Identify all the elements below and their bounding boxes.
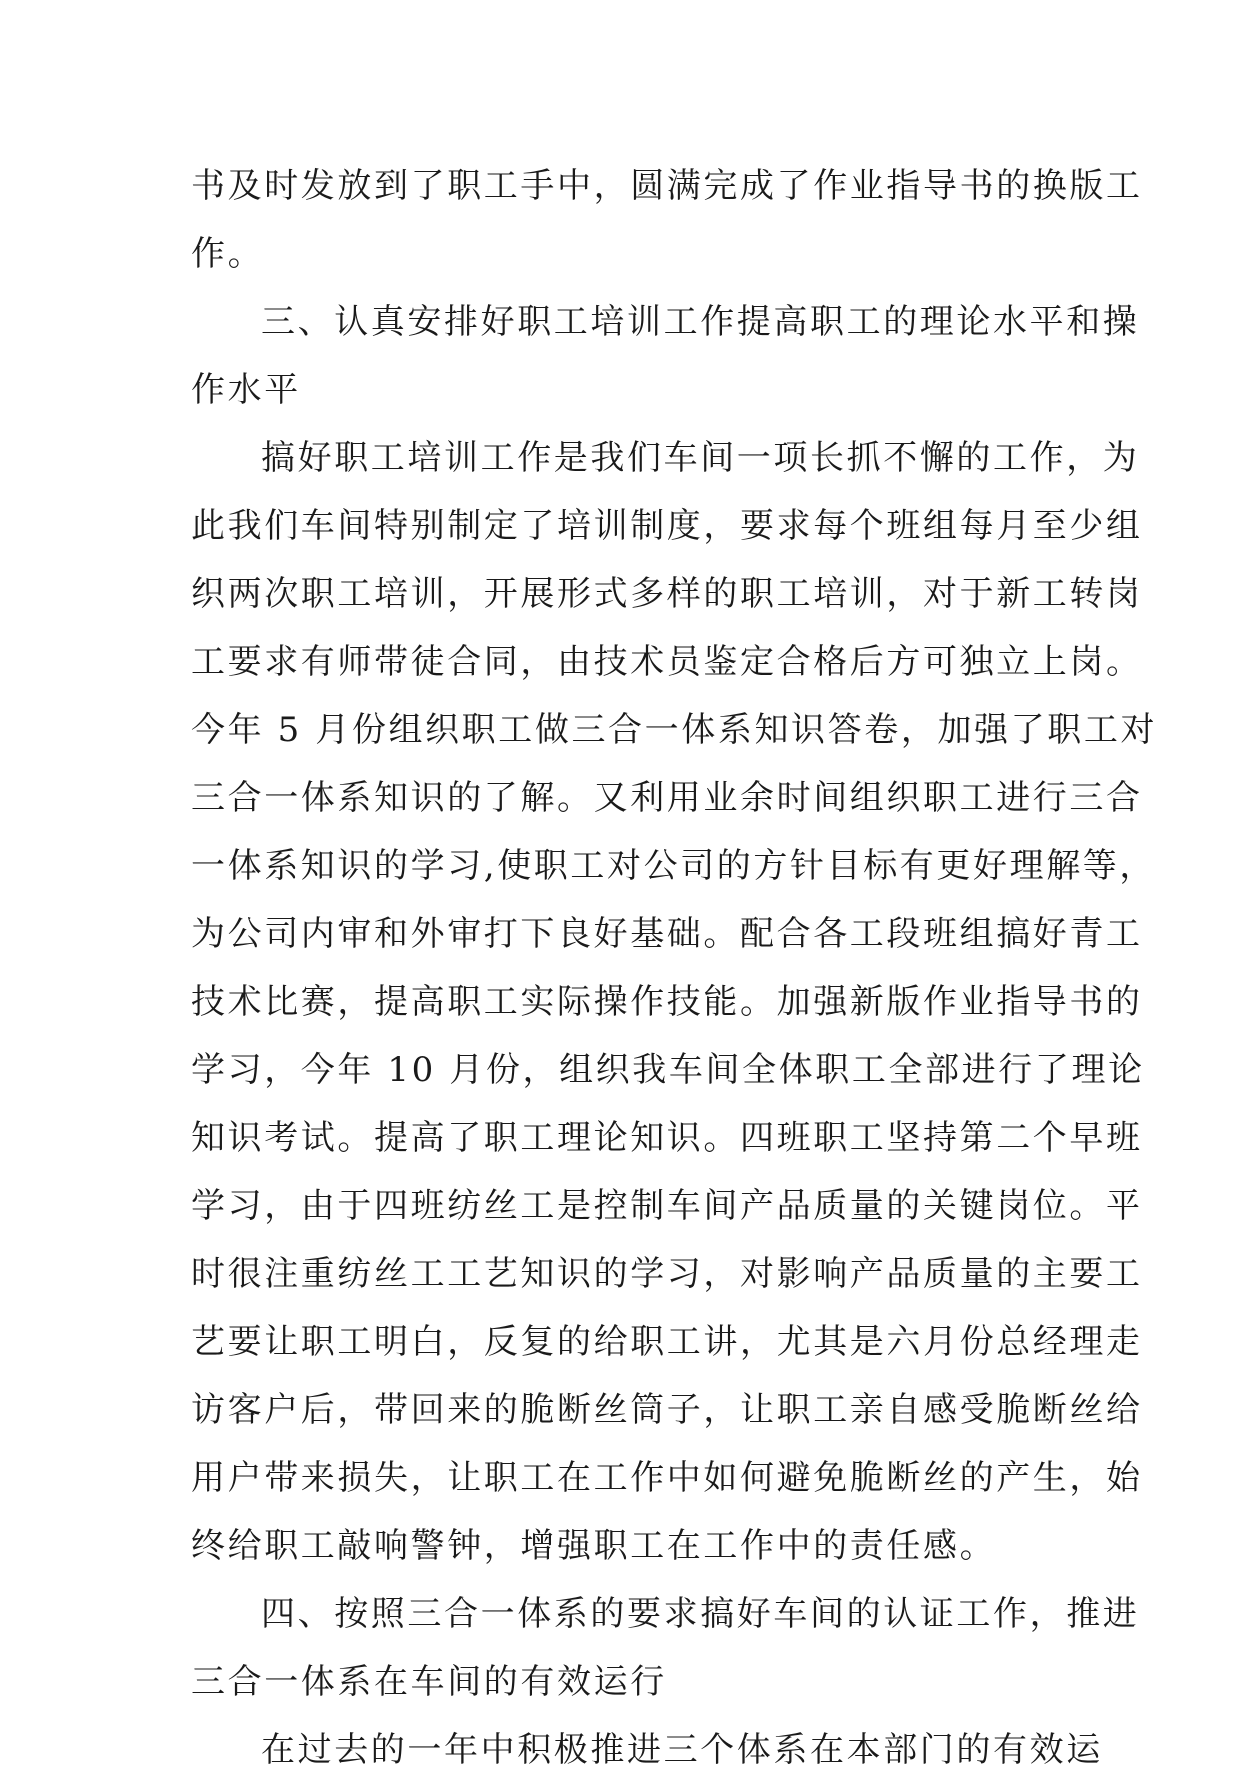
text-line: 学习，由于四班纺丝工是控制车间产品质量的关键岗位。平 [191, 1186, 1143, 1226]
section-heading-continued: 作水平 [191, 370, 301, 410]
text-line: 访客户后，带回来的脆断丝筒子，让职工亲自感受脆断丝给 [191, 1390, 1143, 1430]
text-line: 作。 [191, 234, 265, 274]
text-line: 艺要让职工明白，反复的给职工讲，尤其是六月份总经理走 [191, 1322, 1143, 1362]
text-line: 织两次职工培训，开展形式多样的职工培训，对于新工转岗 [191, 574, 1143, 614]
section-heading-continued: 三合一体系在车间的有效运行 [191, 1662, 667, 1702]
text-line: 三合一体系知识的了解。又利用业余时间组织职工进行三合 [191, 778, 1143, 818]
text-line: 此我们车间特别制定了培训制度，要求每个班组每月至少组 [191, 506, 1143, 546]
text-line: 工要求有师带徒合同，由技术员鉴定合格后方可独立上岗。 [191, 642, 1143, 682]
text-line: 今年 5 月份组织职工做三合一体系知识答卷，加强了职工对 [191, 710, 1158, 750]
paragraph-start: 搞好职工培训工作是我们车间一项长抓不懈的工作，为 [261, 438, 1140, 478]
text-line: 一体系知识的学习,使职工对公司的方针目标有更好理解等， [191, 846, 1157, 886]
paragraph-start: 在过去的一年中积极推进三个体系在本部门的有效运 [261, 1730, 1103, 1770]
text-line: 终给职工敲响警钟，增强职工在工作中的责任感。 [191, 1526, 997, 1566]
section-heading: 三、认真安排好职工培训工作提高职工的理论水平和操 [261, 302, 1140, 342]
text-line: 技术比赛，提高职工实际操作技能。加强新版作业指导书的 [191, 982, 1143, 1022]
body-text [191, 152, 1158, 1784]
text-line: 知识考试。提高了职工理论知识。四班职工坚持第二个早班 [191, 1118, 1143, 1158]
section-heading: 四、按照三合一体系的要求搞好车间的认证工作，推进 [261, 1594, 1140, 1634]
text-line: 学习，今年 10 月份，组织我车间全体职工全部进行了理论 [191, 1050, 1145, 1090]
text-line: 书及时发放到了职工手中，圆满完成了作业指导书的换版工 [191, 166, 1143, 206]
text-line: 为公司内审和外审打下良好基础。配合各工段班组搞好青工 [191, 914, 1143, 954]
text-line: 用户带来损失，让职工在工作中如何避免脆断丝的产生，始 [191, 1458, 1143, 1498]
text-line: 时很注重纺丝工工艺知识的学习，对影响产品质量的主要工 [191, 1254, 1143, 1294]
